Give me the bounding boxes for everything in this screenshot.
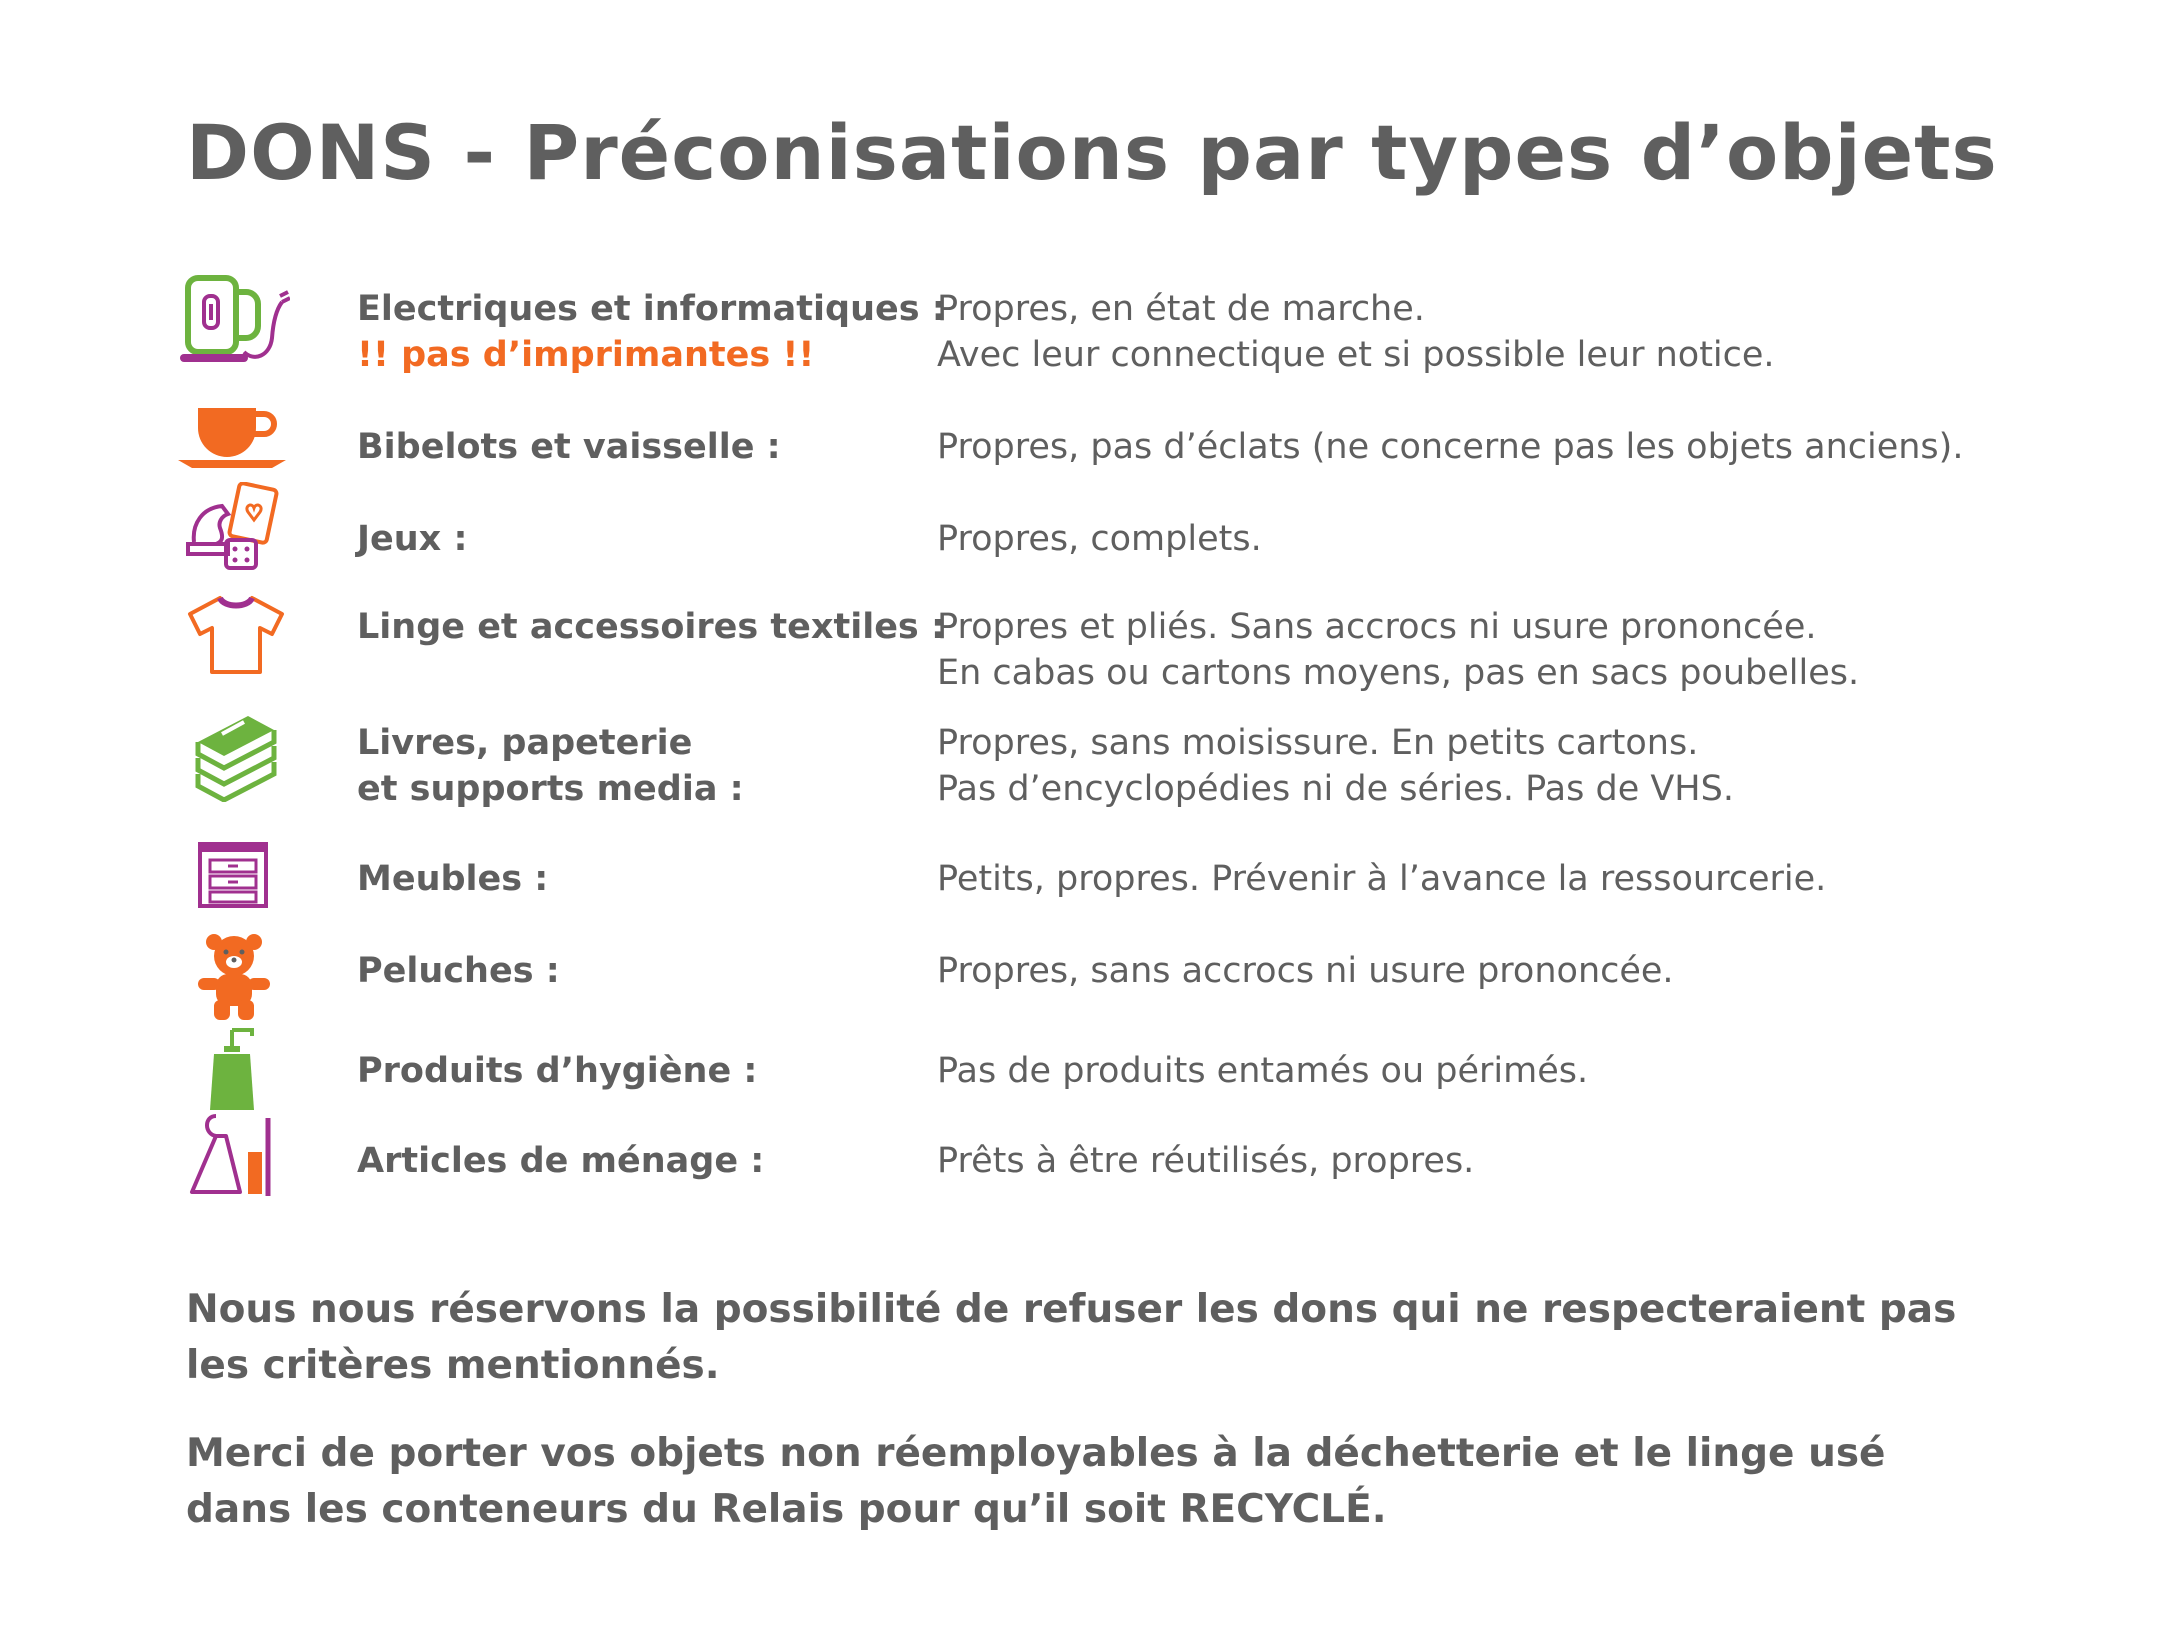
description: Propres, sans accrocs ni usure prononcée. — [937, 951, 1674, 991]
category-label: Articles de ménage : — [357, 1141, 765, 1181]
drawers-icon — [196, 840, 272, 912]
category-label: Meubles : — [357, 859, 549, 899]
warning-label: !! pas d’imprimantes !! — [357, 335, 815, 375]
teddy-bear-icon — [196, 932, 272, 1022]
description: Propres et pliés. Sans accrocs ni usure prononcée. En cabas ou cartons moyens, pas en sacs poubelles. — [937, 607, 1860, 693]
dustpan-icon — [186, 1112, 286, 1198]
category-label: Produits d’hygiène : — [357, 1051, 758, 1091]
footer-recycling-note: Merci de porter vos objets non réemployables à la déchetterie et le linge usé dans les conteneurs du Relais pour qu’il soit RECYCLÉ. — [186, 1431, 1886, 1532]
description: Propres, sans moisissure. En petits cartons. Pas d’encyclopédies ni de séries. Pas de VHS. — [937, 723, 1734, 809]
books-icon — [192, 712, 282, 802]
description: Propres, complets. — [937, 519, 1262, 559]
description: Propres, pas d’éclats (ne concerne pas les objets anciens). — [937, 427, 1964, 467]
description: Prêts à être réutilisés, propres. — [937, 1141, 1475, 1181]
category-label: Bibelots et vaisselle : — [357, 427, 781, 467]
category-label: Jeux : — [357, 519, 468, 559]
category-label: Linge et accessoires textiles : — [357, 607, 945, 647]
category-label: Livres, papeterie et supports media : — [357, 723, 744, 809]
description: Pas de produits entamés ou périmés. — [937, 1051, 1589, 1091]
cup-icon — [176, 404, 288, 472]
description: Propres, en état de marche. Avec leur connectique et si possible leur notice. — [937, 289, 1775, 375]
footer-refusal-note: Nous nous réservons la possibilité de refuser les dons qui ne respecteraient pas les critères mentionnés. — [186, 1287, 1957, 1388]
tshirt-icon — [186, 594, 286, 676]
category-label: Electriques et informatiques : !! pas d’imprimantes !! — [357, 286, 946, 378]
page-title: DONS - Préconisations par types d’objets — [186, 108, 1998, 197]
games-icon — [186, 482, 286, 572]
kettle-icon — [180, 272, 290, 368]
description: Petits, propres. Prévenir à l’avance la ressourcerie. — [937, 859, 1827, 899]
soap-dispenser-icon — [206, 1026, 266, 1112]
category-label: Peluches : — [357, 951, 560, 991]
